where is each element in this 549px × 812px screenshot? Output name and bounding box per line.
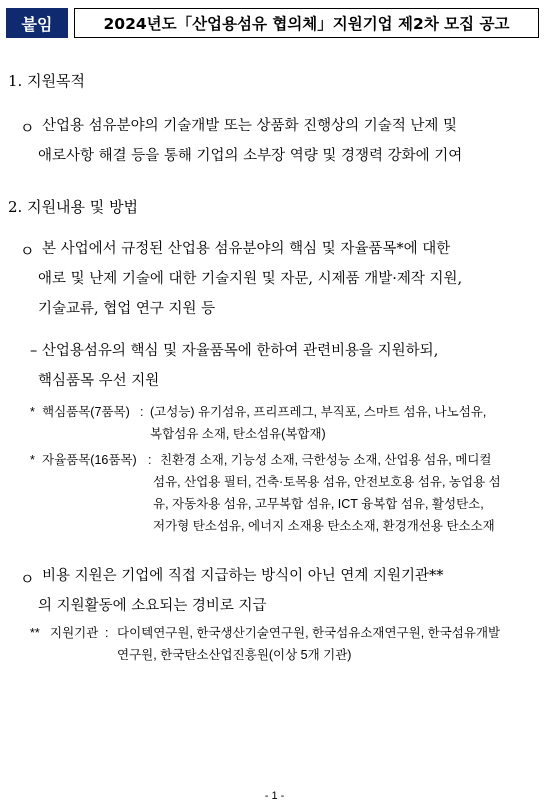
section-2-title: 2. 지원내용 및 방법 xyxy=(8,198,139,216)
section-1-bullet: ㅇ xyxy=(20,119,35,137)
agency-marker: ** xyxy=(30,626,40,640)
auto-items-colon: : xyxy=(148,453,152,467)
auto-items-label: 자율품목(16품목) xyxy=(42,453,137,467)
section-1-title: 1. 지원목적 xyxy=(8,72,86,90)
section-2-sub-line-1: – 산업용섬유의 핵심 및 자율품목에 한하여 관련비용을 지원하되, xyxy=(30,343,439,359)
core-items-line-2: 복합섬유 소재, 탄소섬유(복합재) xyxy=(150,427,326,441)
section-2-p1-line-3: 기술교류, 협업 연구 지원 등 xyxy=(38,301,216,317)
section-2-p2-line-1: 비용 지원은 기업에 직접 지급하는 방식이 아닌 연계 지원기관** xyxy=(42,568,444,584)
page-number: - 1 - xyxy=(264,790,285,802)
section-2-bullet-2: ㅇ xyxy=(20,570,35,588)
section-1-line-1: 산업용 섬유분야의 기술개발 또는 상품화 진행상의 기술적 난제 및 xyxy=(42,118,458,134)
auto-items-line-1: 친환경 소재, 기능성 소재, 극한성능 소재, 산업용 섬유, 메디컬 xyxy=(160,453,492,467)
core-items-colon: : xyxy=(140,405,144,419)
section-2-p1-line-2: 애로 및 난제 기술에 대한 기술지원 및 자문, 시제품 개발·제작 지원, xyxy=(38,271,463,287)
core-items-line-1: (고성능) 유기섬유, 프리프레그, 부직포, 스마트 섬유, 나노섬유, xyxy=(150,405,487,419)
auto-items-marker: * xyxy=(30,453,35,467)
auto-items-line-3: 유, 자동차용 섬유, 고무복합 섬유, ICT 융복합 섬유, 활성탄소, xyxy=(153,497,484,511)
section-1-line-2: 애로사항 해결 등을 통해 기업의 소부장 역량 및 경쟁력 강화에 기여 xyxy=(38,148,463,164)
core-items-marker: * xyxy=(30,405,35,419)
document-title: 2024년도「산업용섬유 협의체」지원기업 제2차 모집 공고 xyxy=(74,8,539,38)
section-2-p2-line-2: 의 지원활동에 소요되는 경비로 지급 xyxy=(38,598,267,614)
auto-items-line-4: 저가형 탄소섬유, 에너지 소재용 탄소소재, 환경개선용 탄소소재 xyxy=(153,519,495,533)
agency-colon: : xyxy=(105,626,109,640)
core-items-label: 핵심품목(7품목) xyxy=(42,405,130,419)
agency-label: 지원기관 xyxy=(50,626,99,640)
agency-line-1: 다이텍연구원, 한국생산기술연구원, 한국섬유소재연구원, 한국섬유개발 xyxy=(117,626,501,640)
document-header xyxy=(6,8,541,38)
auto-items-line-2: 섬유, 산업용 필터, 건축·토목용 섬유, 안전보호용 섬유, 농업용 섬 xyxy=(153,475,501,489)
attachment-badge: 붙임 xyxy=(6,8,68,38)
section-2-bullet-1: ㅇ xyxy=(20,242,35,260)
section-2-sub-line-2: 핵심품목 우선 지원 xyxy=(38,373,160,389)
agency-line-2: 연구원, 한국탄소산업진흥원(이상 5개 기관) xyxy=(117,648,352,662)
section-2-p1-line-1: 본 사업에서 규정된 산업용 섬유분야의 핵심 및 자율품목*에 대한 xyxy=(42,241,451,257)
